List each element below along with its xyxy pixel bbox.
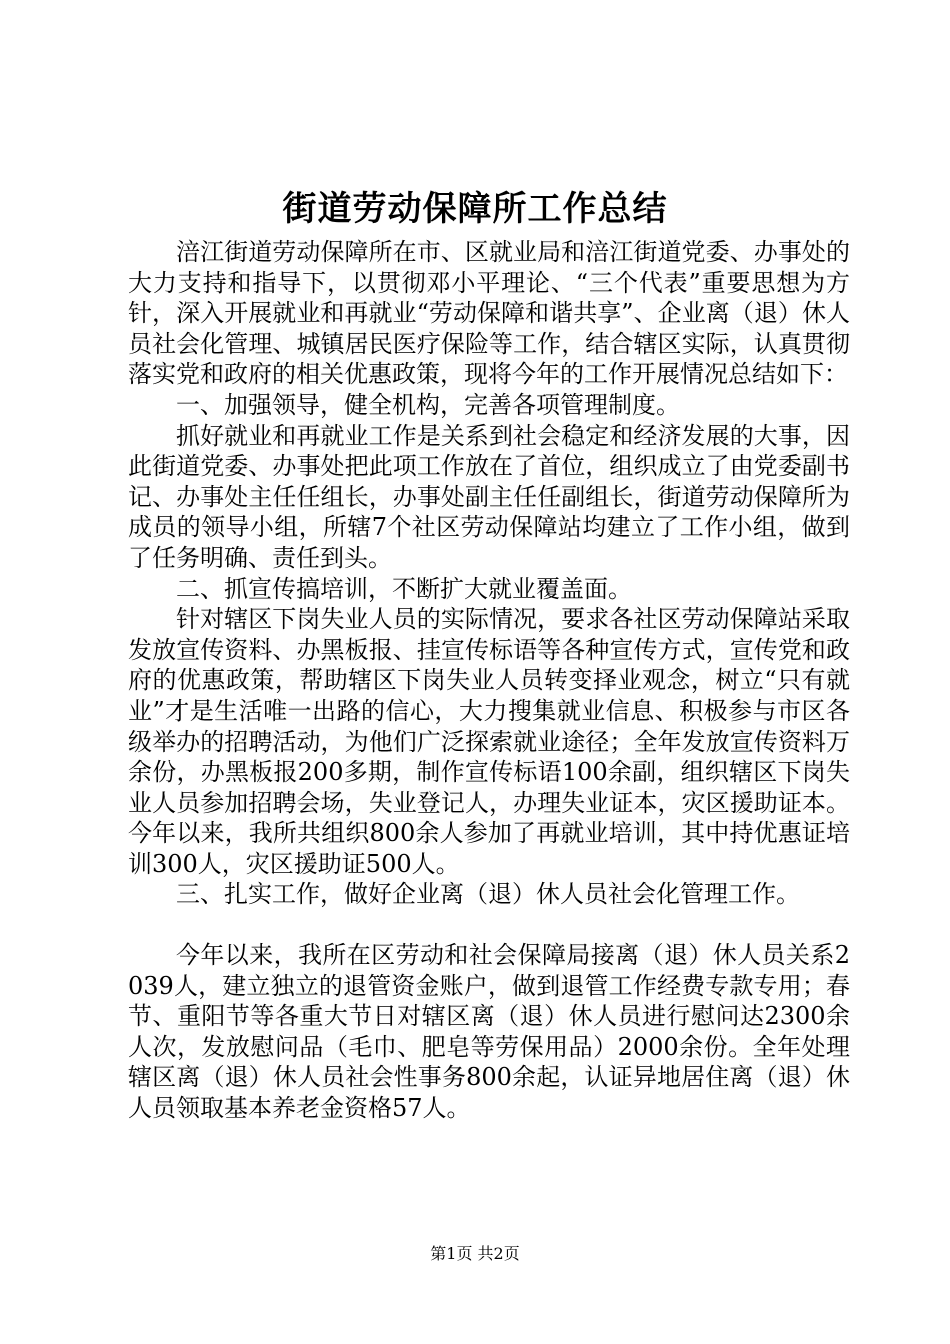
document-title: 街道劳动保障所工作总结 [282,189,668,229]
section-heading-1: 一、加强领导，健全机构，完善各项管理制度。 [176,390,680,419]
section-1-paragraph: 抓好就业和再就业工作是关系到社会稳定和经济发展的大事，因此街道党委、办事处把此项工作放在了首位，组织成立了由党委副书记、办事处主任任组长，办事处副主任任副组长，街道劳动保障所为成员的领导小组，所辖7个社区劳动保障站均建立了工作小组，做到了任务明确、责任到头。 [128,421,850,572]
document-body [128,237,850,1124]
page-number: 第1页 共2页 [430,1244,520,1263]
section-3-paragraph: 今年以来，我所在区劳动和社会保障局接离（退）休人员关系2039人，建立独立的退管资金账户，做到退管工作经费专款专用；春节、重阳节等各重大节日对辖区离（退）休人员进行慰问达2300余人次，发放慰问品（毛巾、肥皂等劳保用品）2000余份。全年处理辖区离（退）休人员社会性事务800余起，认证异地居住离（退）休人员领取基本养老金资格57人。 [128,941,850,1123]
intro-paragraph: 涪江街道劳动保障所在市、区就业局和涪江街道党委、办事处的大力支持和指导下，以贯彻邓小平理论、“三个代表”重要思想为方针，深入开展就业和再就业“劳动保障和谐共享”、企业离（退）休人员社会化管理、城镇居民医疗保险等工作，结合辖区实际，认真贯彻落实党和政府的相关优惠政策，现将今年的工作开展情况总结如下： [128,238,850,389]
section-2-paragraph: 针对辖区下岗失业人员的实际情况，要求各社区劳动保障站采取发放宣传资料、办黑板报、挂宣传标语等各种宣传方式，宣传党和政府的优惠政策，帮助辖区下岗失业人员转变择业观念，树立“只有就业”才是生活唯一出路的信心，大力搜集就业信息、积极参与市区各级举办的招聘活动，为他们广泛探索就业途径；全年发放宣传资料万余份，办黑板报200多期，制作宣传标语100余副，组织辖区下岗失业人员参加招聘会场，失业登记人，办理失业证本，灾区援助证本。今年以来，我所共组织800余人参加了再就业培训，其中持优惠证培训300人，灾区援助证500人。 [128,605,850,878]
section-heading-2: 二、抓宣传搞培训，不断扩大就业覆盖面。 [176,574,632,603]
paragraph-gap [128,910,850,940]
section-heading-3: 三、扎实工作，做好企业离（退）休人员社会化管理工作。 [176,880,800,909]
